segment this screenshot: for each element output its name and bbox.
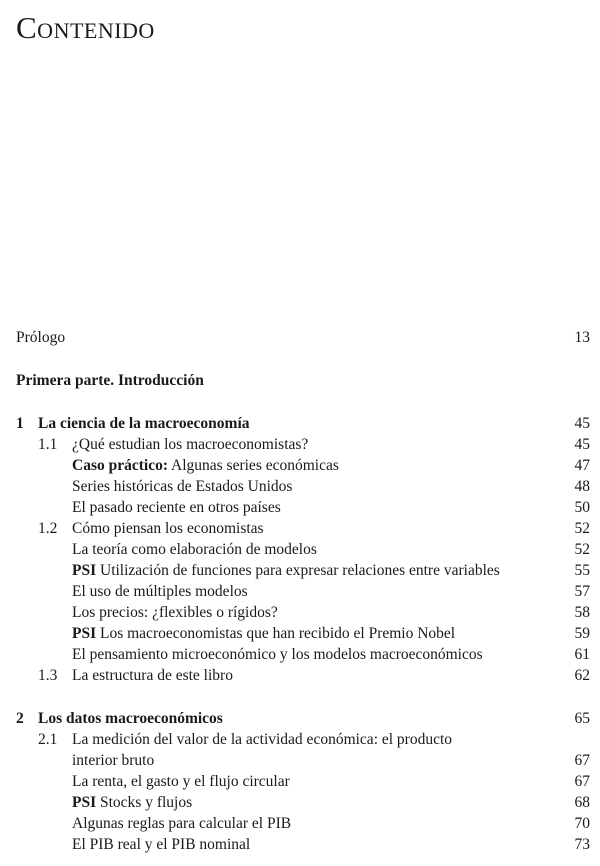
chapter-number: 1 <box>16 415 24 432</box>
entry-title <box>72 771 290 792</box>
section-number: 1.2 <box>38 520 58 537</box>
entry-text: La medición del valor de la actividad económica: el producto <box>72 731 453 748</box>
entry-title <box>72 665 233 686</box>
entry-text: La renta, el gasto y el flujo circular <box>72 773 290 790</box>
page-number: 45 <box>574 415 590 432</box>
section-number: 1.3 <box>38 667 58 684</box>
entry-title <box>16 327 65 348</box>
page-number: 73 <box>574 836 590 853</box>
page-number: 70 <box>574 815 590 832</box>
toc-entry-item[interactable] <box>0 834 600 855</box>
page-number: 58 <box>574 604 590 621</box>
toc-entry-part[interactable] <box>0 370 600 391</box>
toc-entry-item[interactable] <box>0 455 600 476</box>
toc-entry-chapter[interactable] <box>0 708 600 729</box>
entry-title <box>72 497 281 518</box>
toc-entry-section[interactable] <box>0 434 600 455</box>
entry-text: Utilización de funciones para expresar relaciones entre variables <box>96 562 500 579</box>
page-number: 52 <box>574 541 590 558</box>
entry-title <box>72 518 264 539</box>
entry-title <box>72 729 452 750</box>
page-number: 65 <box>574 710 590 727</box>
toc-entry-item[interactable] <box>0 602 600 623</box>
page-number: 68 <box>574 794 590 811</box>
section-number: 1.1 <box>38 436 58 453</box>
page-number: 13 <box>574 329 590 346</box>
entry-text: La estructura de este libro <box>72 667 233 684</box>
toc-entry-item[interactable] <box>0 539 600 560</box>
entry-text: Primera parte. Introducción <box>16 372 204 389</box>
page-number: 67 <box>574 773 590 790</box>
table-of-contents <box>0 327 600 855</box>
entry-title <box>38 708 223 729</box>
toc-entry-chapter[interactable] <box>0 413 600 434</box>
toc-entry-item[interactable] <box>0 750 600 771</box>
toc-entry-section[interactable] <box>0 729 600 750</box>
toc-entry-section[interactable] <box>0 665 600 686</box>
toc-entry-section[interactable] <box>0 518 600 539</box>
toc-entry-item[interactable] <box>0 581 600 602</box>
toc-entry-item[interactable] <box>0 623 600 644</box>
page-number: 59 <box>574 625 590 642</box>
entry-text: La ciencia de la macroeconomía <box>38 415 250 432</box>
entry-title <box>72 434 308 455</box>
entry-text: La teoría como elaboración de modelos <box>72 541 317 558</box>
entry-text: El uso de múltiples modelos <box>72 583 248 600</box>
entry-title <box>72 476 292 497</box>
entry-title <box>72 623 455 644</box>
entry-prefix: PSI <box>72 794 97 811</box>
chapter-number: 2 <box>16 710 24 727</box>
entry-title <box>72 813 291 834</box>
entry-text: Algunas series económicas <box>168 457 339 474</box>
entry-title <box>38 413 250 434</box>
entry-title <box>72 455 339 476</box>
page-number: 62 <box>574 667 590 684</box>
entry-text: Los macroeconomistas que han recibido el Premio Nobel <box>96 625 456 642</box>
entry-text: Los datos macroeconómicos <box>38 710 223 727</box>
page-number: 57 <box>574 583 590 600</box>
entry-prefix: PSI <box>72 625 97 642</box>
entry-prefix: Caso práctico: <box>72 457 168 474</box>
toc-entry-item[interactable] <box>0 813 600 834</box>
page-number: 67 <box>574 752 590 769</box>
page-title: Contenido <box>16 10 155 45</box>
entry-text: ¿Qué estudian los macroeconomistas? <box>72 436 309 453</box>
page-number: 48 <box>574 478 590 495</box>
page-number: 50 <box>574 499 590 516</box>
toc-entry-item[interactable] <box>0 792 600 813</box>
entry-text: El pasado reciente en otros países <box>72 499 281 516</box>
entry-text: Algunas reglas para calcular el PIB <box>72 815 292 832</box>
toc-entry-item[interactable] <box>0 497 600 518</box>
page-number: 61 <box>574 646 590 663</box>
entry-title <box>72 602 278 623</box>
entry-title <box>72 792 192 813</box>
entry-text: El PIB real y el PIB nominal <box>72 836 251 853</box>
entry-text: El pensamiento microeconómico y los modelos macroeconómicos <box>72 646 483 663</box>
entry-title <box>16 370 204 391</box>
entry-title <box>72 834 250 855</box>
entry-title <box>72 750 154 771</box>
entry-title <box>72 539 317 560</box>
page-number: 47 <box>574 457 590 474</box>
page-number: 52 <box>574 520 590 537</box>
toc-entry-item[interactable] <box>0 771 600 792</box>
entry-prefix: PSI <box>72 562 97 579</box>
toc-entry-item[interactable] <box>0 476 600 497</box>
entry-text: Prólogo <box>16 329 66 346</box>
entry-text: Cómo piensan los economistas <box>72 520 264 537</box>
entry-text: Stocks y flujos <box>96 794 193 811</box>
entry-title <box>72 560 500 581</box>
toc-entry-item[interactable] <box>0 560 600 581</box>
page-number: 55 <box>574 562 590 579</box>
entry-title <box>72 581 248 602</box>
section-number: 2.1 <box>38 731 58 748</box>
entry-title <box>72 644 483 665</box>
toc-entry-plain[interactable] <box>0 327 600 348</box>
page-number: 45 <box>574 436 590 453</box>
entry-text: Los precios: ¿flexibles o rígidos? <box>72 604 278 621</box>
toc-entry-item[interactable] <box>0 644 600 665</box>
entry-text: Series históricas de Estados Unidos <box>72 478 293 495</box>
entry-text: interior bruto <box>72 752 155 769</box>
